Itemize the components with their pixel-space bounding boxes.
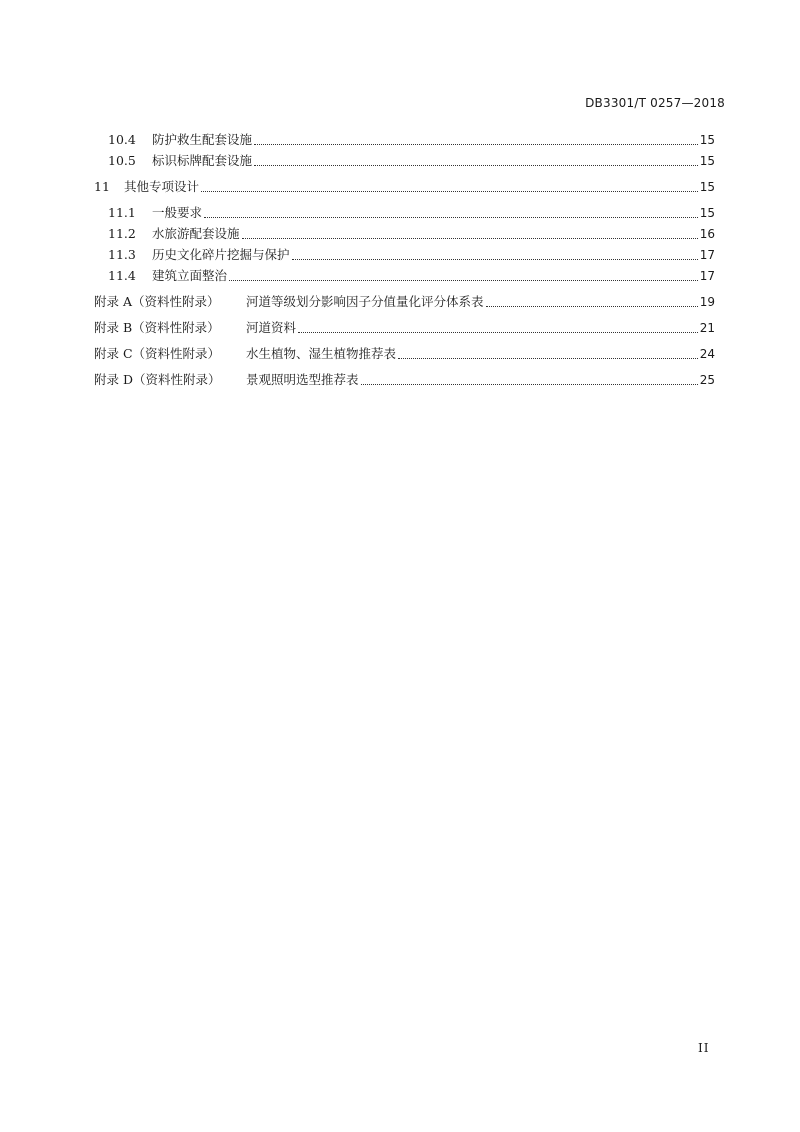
toc-number: 附录 B（资料性附录） xyxy=(94,320,220,335)
toc-number: 11.4 xyxy=(108,268,136,283)
toc-leader xyxy=(229,270,698,282)
toc-entry-11-1[interactable] xyxy=(108,204,715,222)
toc-number: 10.5 xyxy=(108,153,136,168)
toc-leader xyxy=(292,249,698,261)
toc-page: 15 xyxy=(699,206,715,220)
toc-number: 11 xyxy=(94,179,110,194)
toc-number: 11.2 xyxy=(108,226,136,241)
toc-title: 景观照明选型推荐表 xyxy=(246,372,359,387)
toc-entry-10-5[interactable] xyxy=(108,152,715,170)
toc-page: 15 xyxy=(699,133,715,147)
toc-leader xyxy=(204,207,698,219)
toc-title: 水旅游配套设施 xyxy=(152,226,240,241)
toc-title: 水生植物、湿生植物推荐表 xyxy=(246,346,397,361)
toc-page: 16 xyxy=(699,227,715,241)
toc-title: 一般要求 xyxy=(152,205,203,220)
toc-title: 标识标牌配套设施 xyxy=(152,153,253,168)
toc-leader xyxy=(254,134,698,146)
toc-leader xyxy=(361,374,698,386)
toc-title: 河道等级划分影响因子分值量化评分体系表 xyxy=(246,294,484,309)
toc-page: 19 xyxy=(699,295,715,309)
toc-leader xyxy=(298,322,698,334)
toc-leader xyxy=(486,296,698,308)
toc-leader xyxy=(201,181,698,193)
toc-number: 10.4 xyxy=(108,132,136,147)
toc-page: 17 xyxy=(699,269,715,283)
toc-entry-appendix-c[interactable] xyxy=(94,345,715,363)
toc-page: 24 xyxy=(699,347,715,361)
toc-leader xyxy=(242,228,698,240)
toc-number: 11.3 xyxy=(108,247,136,262)
document-code: DB3301/T 0257—2018 xyxy=(585,96,725,110)
toc-number: 11.1 xyxy=(108,205,136,220)
toc-entry-appendix-a[interactable] xyxy=(94,293,715,311)
toc-page: 21 xyxy=(699,321,715,335)
toc-title: 防护救生配套设施 xyxy=(152,132,253,147)
page-number: II xyxy=(698,1041,710,1055)
toc-entry-appendix-d[interactable] xyxy=(94,371,715,389)
toc-page: 15 xyxy=(699,180,715,194)
toc-page: 15 xyxy=(699,154,715,168)
toc-title: 建筑立面整治 xyxy=(152,268,228,283)
toc-entry-11-3[interactable] xyxy=(108,246,715,264)
toc-entry-11[interactable] xyxy=(94,178,715,196)
toc-title: 历史文化碎片挖掘与保护 xyxy=(152,247,290,262)
toc-number: 附录 D（资料性附录） xyxy=(94,372,221,387)
toc-leader xyxy=(254,155,698,167)
toc-entry-appendix-b[interactable] xyxy=(94,319,715,337)
toc-number: 附录 A（资料性附录） xyxy=(94,294,220,309)
toc-leader xyxy=(398,348,698,360)
toc-page: 25 xyxy=(699,373,715,387)
toc-entry-11-4[interactable] xyxy=(108,267,715,285)
toc-title: 其他专项设计 xyxy=(124,179,200,194)
toc-page: 17 xyxy=(699,248,715,262)
toc-number: 附录 C（资料性附录） xyxy=(94,346,221,361)
toc-entry-10-4[interactable] xyxy=(108,131,715,149)
toc-entry-11-2[interactable] xyxy=(108,225,715,243)
toc-title: 河道资料 xyxy=(246,320,297,335)
